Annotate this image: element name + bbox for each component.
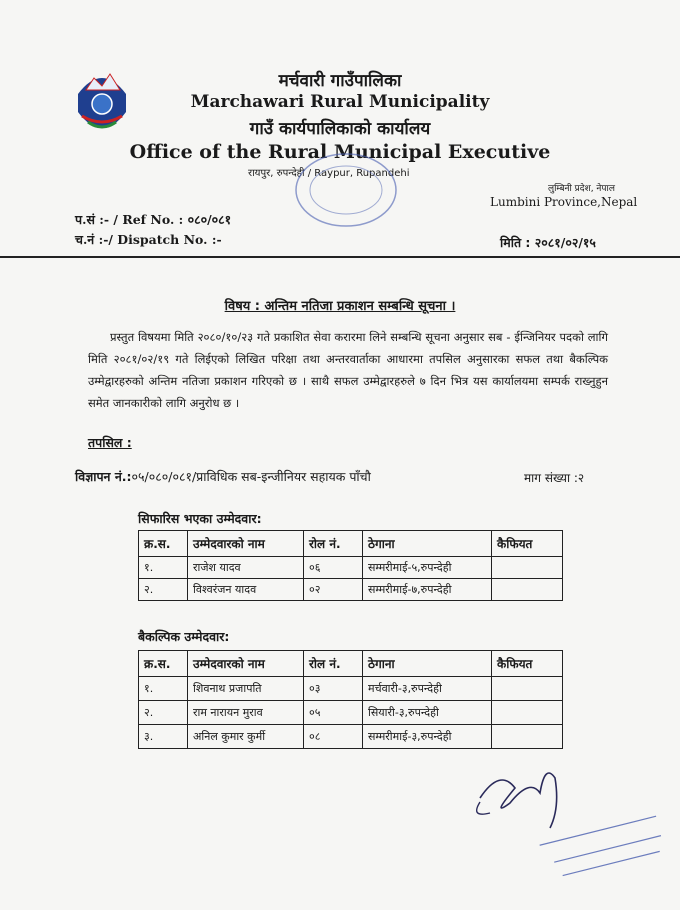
notice-body xyxy=(88,326,608,414)
cell-name: अनिल कुमार कुर्मी xyxy=(188,725,304,749)
col-remarks: कैफियत xyxy=(492,531,563,557)
col-serial: क्र.स. xyxy=(139,531,188,557)
alternate-table xyxy=(138,650,563,749)
cell-roll: ०८ xyxy=(304,725,363,749)
cell-serial: ३. xyxy=(139,725,188,749)
dispatch-number: च.नं :-/ Dispatch No. :- xyxy=(75,232,222,247)
details-heading: तपसिल : xyxy=(88,435,132,450)
table-row xyxy=(139,677,563,701)
cell-remarks xyxy=(492,557,563,579)
province-nepali: लुम्बिनी प्रदेश, नेपाल xyxy=(548,184,615,194)
table-row xyxy=(139,557,563,579)
col-address: ठेगाना xyxy=(363,531,492,557)
col-roll: रोल नं. xyxy=(304,651,363,677)
cell-roll: ०३ xyxy=(304,677,363,701)
signature-stamp xyxy=(460,758,670,898)
cell-remarks xyxy=(492,701,563,725)
col-remarks: कैफियत xyxy=(492,651,563,677)
cell-roll: ०२ xyxy=(304,579,363,601)
subject-text: विषय : अन्तिम नतिजा प्रकाशन सम्बन्धि सूचना । xyxy=(224,299,456,314)
table-row xyxy=(139,579,563,601)
advertisement-line xyxy=(75,468,371,485)
col-name: उम्मेदवारको नाम xyxy=(188,531,304,557)
cell-address: सियारी-३,रुपन्देही xyxy=(363,701,492,725)
subject-line xyxy=(0,296,680,314)
col-address: ठेगाना xyxy=(363,651,492,677)
table-row xyxy=(139,725,563,749)
table-header-row xyxy=(139,531,563,557)
alternate-heading: बैकल्पिक उम्मेदवार: xyxy=(138,629,230,644)
ref-number: प.सं :- / Ref No. : ०८०/०८१ xyxy=(75,212,232,227)
cell-address: सम्मरीमाई-७,रुपन्देही xyxy=(363,579,492,601)
municipality-name-nepali: मर्चवारी गाउँपालिका xyxy=(278,71,402,91)
table-row xyxy=(139,701,563,725)
cell-name: विश्वरंजन यादव xyxy=(188,579,304,601)
cell-roll: ०६ xyxy=(304,557,363,579)
body-paragraph: प्रस्तुत विषयमा मिति २०८०/१०/२३ गते प्रकाशित सेवा करारमा लिने सम्बन्धि सूचना अनुसार सब - ईन्जिनियर पदको लागि मिति २०८१/०२/१९ गते लिईएको लिखित परिक्षा तथा अन्तरवार्ताका आधारमा तपसिल अनुसारका सफल तथा बैकल्पिक उम्मेद्वारहरुको अन्तिम नतिजा प्रकाशन गरिएको छ । साथै सफल उम्मेद्वारहरुले ७ दिन भित्र यस कार्यालयमा सम्पर्क राख्नुहुन समेत जानकारीको लागि अनुरोध छ । xyxy=(88,330,608,410)
office-stamp xyxy=(292,150,400,230)
cell-remarks xyxy=(492,725,563,749)
cell-serial: १. xyxy=(139,557,188,579)
office-name-english: Office of the Rural Municipal Executive xyxy=(129,141,551,163)
cell-serial: १. xyxy=(139,677,188,701)
demand-count: माग संख्या :२ xyxy=(524,471,585,485)
cell-name: शिवनाथ प्रजापति xyxy=(188,677,304,701)
cell-address: सम्मरीमाई-३,रुपन्देही xyxy=(363,725,492,749)
cell-name: राम नारायन मुराव xyxy=(188,701,304,725)
office-name-nepali: गाउँ कार्यपालिकाको कार्यालय xyxy=(249,119,431,139)
cell-roll: ०५ xyxy=(304,701,363,725)
cell-serial: २. xyxy=(139,579,188,601)
advertisement-label: विज्ञापन नं.: xyxy=(75,469,132,484)
header-divider xyxy=(0,256,680,258)
table-header-row xyxy=(139,651,563,677)
col-serial: क्र.स. xyxy=(139,651,188,677)
col-roll: रोल नं. xyxy=(304,531,363,557)
province-english: Lumbini Province,Nepal xyxy=(490,195,638,209)
cell-remarks xyxy=(492,579,563,601)
cell-address: सम्मरीमाई-५,रुपन्देही xyxy=(363,557,492,579)
cell-address: मर्चवारी-३,रुपन्देही xyxy=(363,677,492,701)
municipality-name-english: Marchawari Rural Municipality xyxy=(190,92,490,112)
letter-date: मिति : २०८१/०२/१५ xyxy=(500,235,596,250)
recommended-heading: सिफारिस भएका उम्मेदवार: xyxy=(138,511,262,526)
advertisement-value: ०५/०८०/०८१/प्राविधिक सब-इन्जीनियर सहायक पाँचौ xyxy=(131,469,371,484)
cell-serial: २. xyxy=(139,701,188,725)
recommended-table xyxy=(138,530,563,601)
cell-remarks xyxy=(492,677,563,701)
col-name: उम्मेदवारको नाम xyxy=(188,651,304,677)
cell-name: राजेश यादव xyxy=(188,557,304,579)
address: रायपुर, रुपन्देही / Raypur, Rupandehi xyxy=(248,168,410,179)
